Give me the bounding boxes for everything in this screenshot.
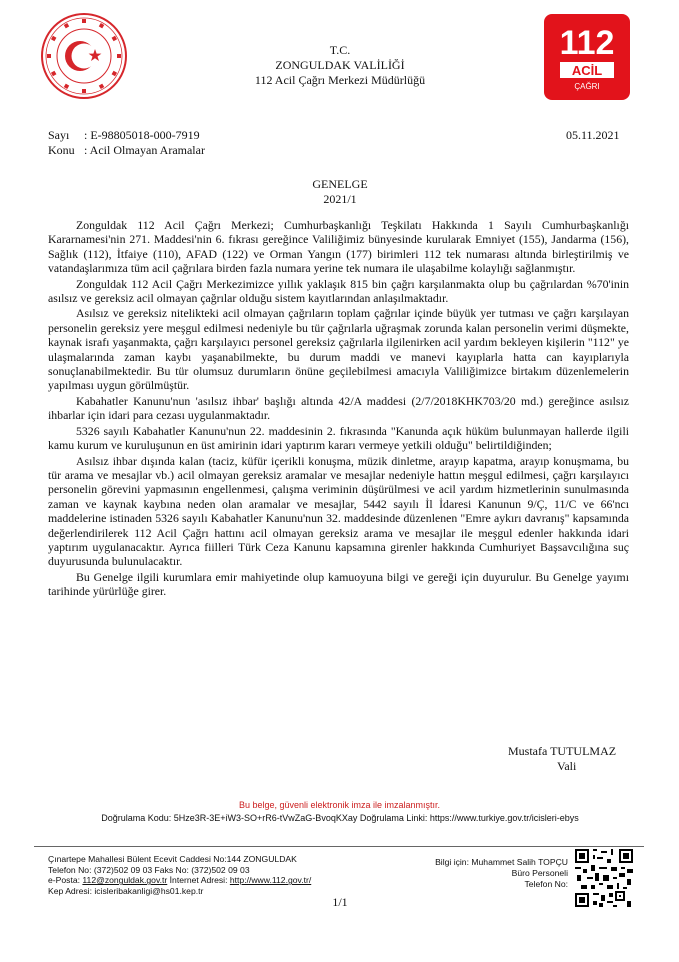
paragraph: 5326 sayılı Kabahatler Kanunu'nun 22. maddesinin 2. fıkrasında "Kanunda açık hüküm bulunmayan hallerde ilgili kamu kurum ve kuruluşunun en üst amirinin idari yaptırım kararı vermeye yetkili olduğu" belirtildiğinden;	[48, 423, 629, 453]
page-number: 1/1	[332, 895, 348, 909]
document-number	[48, 128, 200, 143]
paragraph: Asılsız ihbar dışında kalan (taciz, küfür içerikli konuşma, müzik dinletme, arayıp kapatma, arayıp konuşmama, bu tür arama ve mesajlar vb.) acil olmayan gereksiz aramalar ve mesajlar nedeniyle hattın meşgul edilmesi, çağrı karşılayıcı personelin görevini yapmasının engellenmesi, çalışma veriminin düşürülmesi ve acil yardım hizmetlerinin sunulmasında zaman ve kaynak kaybına neden olan aramalar ve mesajlar, 5442 sayılı İl İdaresi Kanunun 9/Ç, 11/C ve 66'ncı maddelerine istinaden 5326 sayılı Kabahatler Kanunu'nun 32. maddesinde düzenlenen "Emre aykırı davranış" kapsamında değerlendirilerek 112 Acil Çağrı hattını acil olmayan gereksiz arama ve mesajlar ile meşgul edenler hakkında idari yaptırım uygulanacaktır. Ayrıca fiilleri Türk Ceza Kanunu kapsamına girenler hakkında Cumhuriyet Başsavcılığına suç duyurusunda bulunulacaktır.	[48, 453, 629, 569]
address-line: Çınartepe Mahallesi Bülent Ecevit Caddesi No:144 ZONGULDAK	[48, 854, 297, 864]
info-person: Bilgi için: Muhammet Salih TOPÇU	[435, 857, 568, 867]
web-link[interactable]: http://www.112.gov.tr/	[229, 875, 312, 886]
document-date: 05.11.2021	[566, 128, 620, 142]
ministry-seal	[40, 12, 128, 100]
document-title	[120, 177, 560, 207]
document-body	[48, 218, 629, 599]
logo-sub: ÇAĞRI	[574, 82, 600, 91]
signatory-title: Vali	[557, 759, 577, 773]
email-label: e-Posta:	[48, 875, 81, 886]
esign-notice: Bu belge, güvenli elektronik imza ile imzalanmıştır.	[238, 800, 441, 810]
letterhead-department: 112 Acil Çağrı Merkezi Müdürlüğü	[254, 73, 426, 87]
letterhead	[120, 43, 560, 88]
email-link[interactable]: 112@zonguldak.gov.tr	[82, 875, 168, 886]
footer-address	[48, 854, 311, 896]
footer-divider	[34, 846, 644, 847]
paragraph: Zonguldak 112 Acil Çağrı Merkezimizce yıllık yaklaşık 815 bin çağrı karşılanmakta olup bu çağrılardan %70'inin asılsız ve gereksiz acil olmayan çağrılar olduğu sistem kayıtlarından anlaşılmaktadır.	[48, 276, 629, 306]
document-subject	[48, 143, 205, 158]
letterhead-institution: ZONGULDAK VALİLİĞİ	[275, 58, 405, 72]
contact-line	[48, 875, 311, 886]
sayi-value: : E-98805018-000-7919	[84, 128, 200, 142]
logo-number: 112	[559, 24, 615, 62]
konu-value: : Acil Olmayan Aramalar	[84, 143, 205, 157]
title-number: 2021/1	[323, 192, 357, 206]
phone-line: Telefon No: (372)502 09 03 Faks No: (372)502 09 03	[48, 864, 250, 875]
info-role: Büro Personeli	[511, 868, 568, 878]
konu-label: Konu	[48, 143, 75, 157]
sayi-label: Sayı	[48, 128, 70, 142]
info-phone: Telefon No:	[524, 879, 568, 889]
qr-code	[575, 849, 633, 907]
logo-word: ACİL	[571, 63, 603, 78]
paragraph: Bu Genelge ilgili kurumlara emir mahiyetinde olup kamuoyuna bilgi ve gereği için duyurulur. Bu Genelge yayımı tarihinde yürürlüğe girer.	[48, 569, 629, 599]
kep-line: Kep Adresi: icisleribakanligi@hs01.kep.tr	[48, 885, 204, 896]
verification-line: Doğrulama Kodu: 5Hze3R-3E+iW3-SO+rR6-tVwZaG-BvoqKXay Doğrulama Linki: https://www.turkiye.gov.tr/icisleri-ebys	[101, 813, 579, 823]
web-label: İnternet Adresi:	[169, 875, 228, 886]
letterhead-country: T.C.	[329, 43, 351, 57]
signatory-name: Mustafa TUTULMAZ	[508, 744, 617, 758]
contact-info	[410, 857, 568, 890]
title-genelge: GENELGE	[312, 177, 368, 191]
paragraph: Asılsız ve gereksiz nitelikteki acil olmayan çağrıların toplam çağrılar içinde büyük yer tutması ve çağrı karşılayan personelin gereksiz yere meşgul edilmesi nedeniyle bu tür çağrılarla uğraşmak zorunda kalan personelin verimi düşmekte, kaynak israfı yaşanmakta, çağrı karşılayıcı personel gereksiz çağrılarla ilgilenirken acil yardım bekleyen kişilerin "112" ye ulaşmalarında zaman kaybı yaşanabilmekte, bu durum maddi ve manevi kayıplarla hatta can kayıplarıyla sonuçlanabilmektedir. Bu tür olumsuz durumların önüne geçilebilmesi amacıyla Valiliğimizce birtakım düzenlemelerin yapılması uygun görülmüştür.	[48, 306, 629, 393]
paragraph: Zonguldak 112 Acil Çağrı Merkezi; Cumhurbaşkanlığı Teşkilatı Hakkında 1 Sayılı Cumhurbaşkanlığı Kararnamesi'nin 271. Maddesi'nin 6. fıkrası gereğince Valiliğimiz bünyesinde kurularak Emniyet (155), Jandarma (156), Sağlık (112), İtfaiye (110), AFAD (122) ve Orman Yangın (177) birimleri 112 tek numarası altında birleştirilmiş ve vatandaşlarımıza tüm acil çağrılara birden fazla numara yerine tek numara ile ulaşabilme kolaylığı sağlanmıştır.	[48, 218, 629, 276]
paragraph: Kabahatler Kanunu'nun 'asılsız ihbar' başlığı altında 42/A maddesi (2/7/2018KHK703/20 md.) gereğince asılsız ihbarlar için idari para cezası uygulanmaktadır.	[48, 393, 629, 423]
